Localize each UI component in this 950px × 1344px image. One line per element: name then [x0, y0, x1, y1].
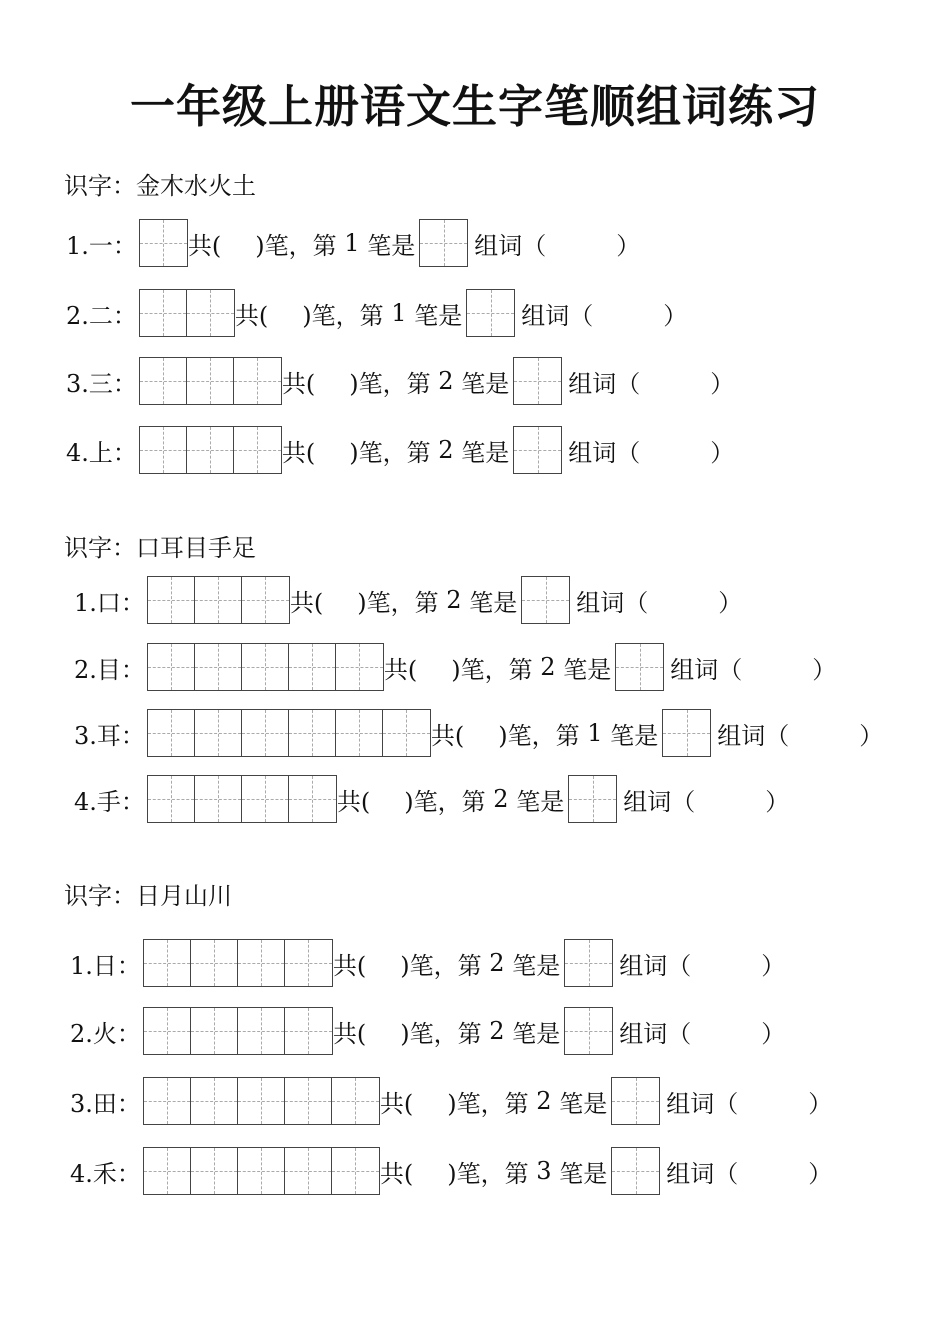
stroke-answer-box[interactable]: [466, 289, 515, 337]
stroke-suffix: )笔，第: [349, 369, 431, 398]
stroke-number: 1: [344, 229, 360, 257]
tianzige-cell[interactable]: [191, 1148, 238, 1194]
stroke-is: 笔是: [610, 721, 659, 750]
stroke-count-prefix: 共(: [187, 231, 222, 260]
word-prompt: 组词（: [576, 588, 649, 617]
exercise-row: [74, 774, 789, 824]
stroke-answer-box[interactable]: [611, 1147, 660, 1195]
tianzige-cell[interactable]: [289, 776, 336, 822]
item-label: 2.目：: [74, 655, 145, 684]
stroke-answer-box[interactable]: [521, 576, 570, 624]
item-label: 2.火：: [70, 1019, 141, 1048]
word-close: ）: [761, 1019, 786, 1048]
stroke-count-prefix: 共(: [281, 369, 316, 398]
stroke-order-grid[interactable]: [143, 939, 333, 987]
stroke-is: 笔是: [367, 231, 416, 260]
tianzige-cell[interactable]: [289, 644, 336, 690]
stroke-is: 笔是: [469, 588, 518, 617]
tianzige-cell[interactable]: [238, 940, 285, 986]
stroke-count-prefix: 共(: [379, 1089, 414, 1118]
word-prompt: 组词（: [521, 301, 594, 330]
word-close: ）: [859, 721, 884, 750]
tianzige-cell[interactable]: [242, 577, 289, 623]
tianzige-cell[interactable]: [144, 940, 191, 986]
exercise-row: [70, 1146, 832, 1196]
exercise-row: [66, 288, 687, 338]
stroke-suffix: )笔，第: [498, 721, 580, 750]
stroke-order-grid[interactable]: [139, 289, 235, 337]
word-close: ）: [663, 301, 688, 330]
stroke-number: 2: [438, 436, 454, 464]
stroke-is: 笔是: [559, 1089, 608, 1118]
stroke-number: 1: [391, 299, 407, 327]
item-label: 1.日：: [70, 951, 141, 980]
stroke-suffix: )笔，第: [400, 1019, 482, 1048]
tianzige-cell[interactable]: [144, 1148, 191, 1194]
stroke-count-prefix: 共(: [430, 721, 465, 750]
tianzige-cell[interactable]: [285, 940, 332, 986]
stroke-answer-box[interactable]: [513, 357, 562, 405]
stroke-answer-box[interactable]: [662, 709, 711, 757]
stroke-count-prefix: 共(: [332, 1019, 367, 1048]
exercise-row: [66, 356, 734, 406]
stroke-number: 2: [438, 367, 454, 395]
tianzige-cell[interactable]: [195, 577, 242, 623]
tianzige-cell[interactable]: [285, 1078, 332, 1124]
stroke-order-grid[interactable]: [147, 709, 431, 757]
tianzige-cell[interactable]: [144, 1078, 191, 1124]
stroke-answer-box[interactable]: [564, 1007, 613, 1055]
stroke-number: 2: [489, 949, 505, 977]
stroke-order-grid[interactable]: [147, 775, 337, 823]
tianzige-cell[interactable]: [191, 1078, 238, 1124]
stroke-is: 笔是: [559, 1159, 608, 1188]
tianzige-cell[interactable]: [148, 644, 195, 690]
stroke-answer-box[interactable]: [564, 939, 613, 987]
stroke-count-prefix: 共(: [234, 301, 269, 330]
word-prompt: 组词（: [568, 369, 641, 398]
word-prompt: 组词（: [717, 721, 790, 750]
tianzige-cell[interactable]: [148, 577, 195, 623]
stroke-suffix: )笔，第: [404, 787, 486, 816]
stroke-order-grid[interactable]: [147, 643, 384, 691]
exercise-row: [74, 708, 883, 758]
stroke-suffix: )笔，第: [400, 951, 482, 980]
word-prompt: 组词（: [666, 1089, 739, 1118]
stroke-answer-box[interactable]: [568, 775, 617, 823]
section-header: 识字：口耳目手足: [64, 534, 256, 562]
tianzige-cell[interactable]: [332, 1148, 379, 1194]
stroke-order-grid[interactable]: [143, 1007, 333, 1055]
stroke-order-grid[interactable]: [139, 219, 188, 267]
tianzige-cell[interactable]: [144, 1008, 191, 1054]
stroke-order-grid[interactable]: [143, 1147, 380, 1195]
stroke-suffix: )笔，第: [451, 655, 533, 684]
word-close: ）: [710, 438, 735, 467]
tianzige-cell[interactable]: [238, 1078, 285, 1124]
stroke-is: 笔是: [563, 655, 612, 684]
tianzige-cell[interactable]: [234, 427, 281, 473]
tianzige-cell[interactable]: [140, 427, 187, 473]
exercise-row: [70, 1006, 785, 1056]
word-close: ）: [808, 1089, 833, 1118]
tianzige-cell[interactable]: [191, 940, 238, 986]
page-title: 一年级上册语文生字笔顺组词练习: [129, 80, 820, 133]
stroke-count-prefix: 共(: [289, 588, 324, 617]
stroke-count-prefix: 共(: [281, 438, 316, 467]
stroke-number: 2: [489, 1017, 505, 1045]
stroke-number: 2: [446, 586, 462, 614]
stroke-suffix: )笔，第: [349, 438, 431, 467]
item-label: 1.一：: [66, 231, 137, 260]
tianzige-cell[interactable]: [383, 710, 430, 756]
section-header: 识字：金木水火土: [64, 172, 256, 200]
item-label: 3.耳：: [74, 721, 145, 750]
tianzige-cell[interactable]: [187, 358, 234, 404]
tianzige-cell[interactable]: [289, 710, 336, 756]
exercise-row: [66, 218, 640, 268]
word-prompt: 组词（: [619, 1019, 692, 1048]
word-close: ）: [718, 588, 743, 617]
word-prompt: 组词（: [619, 951, 692, 980]
tianzige-cell[interactable]: [336, 644, 383, 690]
tianzige-cell[interactable]: [148, 710, 195, 756]
word-close: ）: [761, 951, 786, 980]
stroke-count-prefix: 共(: [336, 787, 371, 816]
item-label: 4.禾：: [70, 1159, 141, 1188]
stroke-count-prefix: 共(: [379, 1159, 414, 1188]
item-label: 4.上：: [66, 438, 137, 467]
stroke-is: 笔是: [461, 438, 510, 467]
exercise-row: [70, 938, 785, 988]
word-close: ）: [616, 231, 641, 260]
tianzige-cell[interactable]: [242, 776, 289, 822]
tianzige-cell[interactable]: [242, 710, 289, 756]
stroke-count-prefix: 共(: [332, 951, 367, 980]
word-prompt: 组词（: [568, 438, 641, 467]
item-label: 2.二：: [66, 301, 137, 330]
tianzige-cell[interactable]: [187, 290, 234, 336]
section-header: 识字：日月山川: [64, 882, 232, 910]
stroke-suffix: )笔，第: [255, 231, 337, 260]
exercise-row: [70, 1076, 832, 1126]
item-label: 1.口：: [74, 588, 145, 617]
stroke-is: 笔是: [512, 1019, 561, 1048]
tianzige-cell[interactable]: [195, 776, 242, 822]
stroke-suffix: )笔，第: [447, 1159, 529, 1188]
stroke-number: 3: [536, 1157, 552, 1185]
tianzige-cell[interactable]: [238, 1008, 285, 1054]
tianzige-cell[interactable]: [242, 644, 289, 690]
word-close: ）: [710, 369, 735, 398]
tianzige-cell[interactable]: [195, 710, 242, 756]
stroke-is: 笔是: [516, 787, 565, 816]
stroke-number: 2: [536, 1087, 552, 1115]
tianzige-cell[interactable]: [187, 427, 234, 473]
exercise-row: [66, 425, 734, 475]
word-close: ）: [765, 787, 790, 816]
tianzige-cell[interactable]: [234, 358, 281, 404]
stroke-count-prefix: 共(: [383, 655, 418, 684]
word-prompt: 组词（: [666, 1159, 739, 1188]
tianzige-cell[interactable]: [195, 644, 242, 690]
tianzige-cell[interactable]: [148, 776, 195, 822]
stroke-number: 2: [493, 785, 509, 813]
stroke-answer-box[interactable]: [611, 1077, 660, 1125]
stroke-suffix: )笔，第: [357, 588, 439, 617]
tianzige-cell[interactable]: [285, 1008, 332, 1054]
stroke-answer-box[interactable]: [419, 219, 468, 267]
item-label: 3.三：: [66, 369, 137, 398]
stroke-order-grid[interactable]: [139, 357, 282, 405]
stroke-is: 笔是: [512, 951, 561, 980]
stroke-number: 1: [587, 719, 603, 747]
word-prompt: 组词（: [474, 231, 547, 260]
stroke-answer-box[interactable]: [615, 643, 664, 691]
word-prompt: 组词（: [670, 655, 743, 684]
item-label: 4.手：: [74, 787, 145, 816]
word-prompt: 组词（: [623, 787, 696, 816]
item-label: 3.田：: [70, 1089, 141, 1118]
word-close: ）: [812, 655, 837, 684]
exercise-row: [74, 575, 742, 625]
tianzige-cell[interactable]: [336, 710, 383, 756]
stroke-suffix: )笔，第: [302, 301, 384, 330]
tianzige-cell[interactable]: [332, 1078, 379, 1124]
stroke-order-grid[interactable]: [139, 426, 282, 474]
stroke-answer-box[interactable]: [513, 426, 562, 474]
stroke-is: 笔是: [461, 369, 510, 398]
stroke-is: 笔是: [414, 301, 463, 330]
stroke-suffix: )笔，第: [447, 1089, 529, 1118]
tianzige-cell[interactable]: [191, 1008, 238, 1054]
tianzige-cell[interactable]: [140, 220, 187, 266]
stroke-order-grid[interactable]: [147, 576, 290, 624]
tianzige-cell[interactable]: [140, 358, 187, 404]
exercise-row: [74, 642, 836, 692]
tianzige-cell[interactable]: [238, 1148, 285, 1194]
stroke-number: 2: [540, 653, 556, 681]
word-close: ）: [808, 1159, 833, 1188]
tianzige-cell[interactable]: [285, 1148, 332, 1194]
tianzige-cell[interactable]: [140, 290, 187, 336]
stroke-order-grid[interactable]: [143, 1077, 380, 1125]
